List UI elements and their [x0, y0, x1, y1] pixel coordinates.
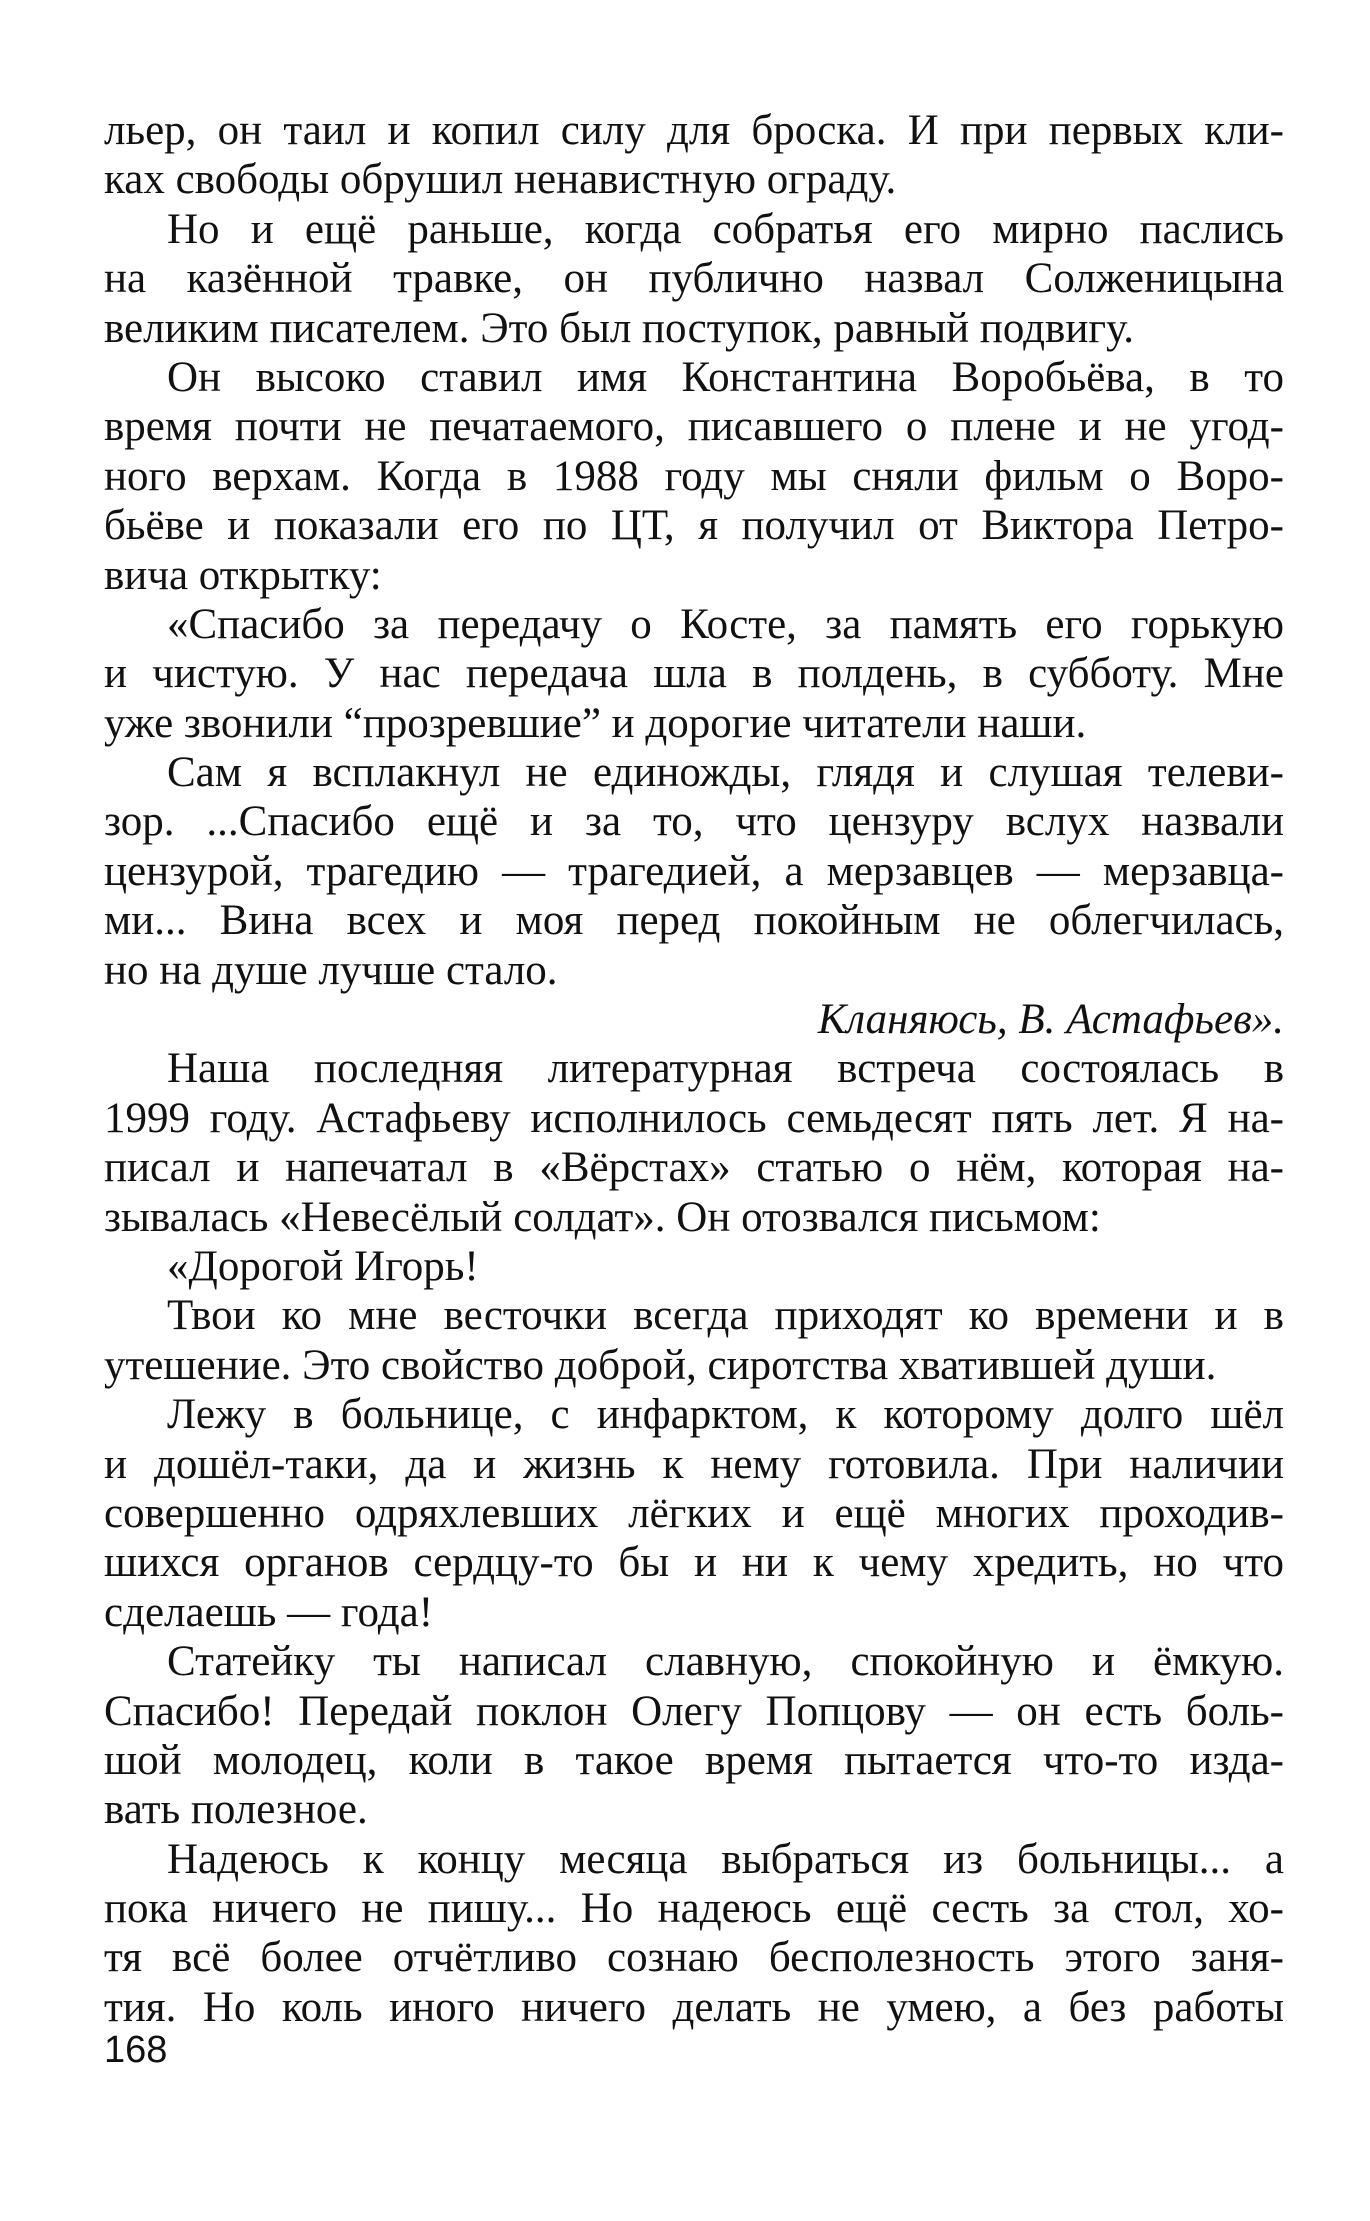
text-line: тия. Но коль иного ничего делать не умею, а без работы	[104, 1983, 1284, 2031]
text-line: зывалась «Невесёлый солдат». Он отозвался письмом:	[104, 1193, 1101, 1241]
text-line: тя всё более отчётливо сознаю бесполезность этого заня-	[104, 1934, 1284, 1982]
text-line: время почти не печатаемого, писавшего о плене и не угод-	[104, 403, 1284, 451]
text-line: и дошёл-таки, да и жизнь к нему готовила. При наличии	[104, 1440, 1284, 1488]
page-number: 168	[104, 2029, 168, 2071]
text-line: ках свободы обрушил ненавистную ограду.	[104, 156, 897, 204]
text-line: льер, он таил и копил силу для броска. И при первых кли-	[104, 107, 1284, 154]
text-line: Он высоко ставил имя Константина Воробьёва, в то	[167, 353, 1284, 401]
text-line: Лежу в больнице, с инфарктом, к которому долго шёл	[167, 1391, 1284, 1439]
text-line: Но и ещё раньше, когда собратья его мирно паслись	[167, 205, 1284, 253]
text-line: и чистую. У нас передача шла в полдень, в субботу. Мне	[104, 650, 1284, 698]
text-line: утешение. Это свойство доброй, сиротства хватившей души.	[104, 1341, 1217, 1389]
text-line: Твои ко мне весточки всегда приходят ко времени и в	[167, 1292, 1284, 1340]
text-line: писал и напечатал в «Вёрстах» статью о нём, которая на-	[104, 1144, 1284, 1192]
text-line: «Спасибо за передачу о Косте, за память его горькую	[167, 600, 1284, 648]
text-line: ного верхам. Когда в 1988 году мы сняли фильм о Воро-	[104, 452, 1284, 500]
text-line: Надеюсь к концу месяца выбраться из больницы... а	[167, 1835, 1284, 1883]
text-line: «Дорогой Игорь!	[167, 1242, 479, 1290]
text-line: сделаешь — года!	[104, 1588, 434, 1636]
letter-signature: Кланяюсь, В. Астафьев».	[817, 996, 1284, 1044]
text-line: бьёве и показали его по ЦТ, я получил от Виктора Петро-	[104, 502, 1284, 550]
text-line: вать полезное.	[104, 1786, 368, 1834]
text-line: ми... Вина всех и моя перед покойным не облегчилась,	[104, 897, 1284, 945]
text-line: Сам я всплакнул не единожды, глядя и слушая телеви-	[167, 749, 1284, 797]
text-line: Наша последняя литературная встреча состоялась в	[167, 1045, 1284, 1093]
text-line: вича открытку:	[104, 551, 382, 599]
text-line: зор. ...Спасибо ещё и за то, что цензуру вслух назвали	[104, 798, 1284, 846]
text-line: пока ничего не пишу... Но надеюсь ещё сесть за стол, хо-	[104, 1885, 1284, 1933]
text-line: совершенно одряхлевших лёгких и ещё многих проходив-	[104, 1489, 1284, 1537]
text-line: цензурой, трагедию — трагедией, а мерзавцев — мерзавца-	[104, 847, 1284, 895]
text-line: шихся органов сердцу-то бы и ни к чему хредить, но что	[104, 1539, 1284, 1587]
text-line: Спасибо! Передай поклон Олегу Попцову — он есть боль-	[104, 1687, 1284, 1735]
text-line: 1999 году. Астафьеву исполнилось семьдесят пять лет. Я на-	[104, 1094, 1284, 1142]
text-line: на казённой травке, он публично назвал Солженицына	[104, 255, 1284, 303]
text-line: великим писателем. Это был поступок, равный подвигу.	[104, 304, 1134, 352]
text-line: но на душе лучше стало.	[104, 946, 558, 994]
page-body-text	[104, 106, 1284, 2032]
text-line: уже звонили “прозревшие” и дорогие читатели наши.	[104, 699, 1087, 747]
text-line: шой молодец, коли в такое время пытается что-то изда-	[104, 1736, 1284, 1784]
text-line: Статейку ты написал славную, спокойную и ёмкую.	[167, 1638, 1284, 1686]
